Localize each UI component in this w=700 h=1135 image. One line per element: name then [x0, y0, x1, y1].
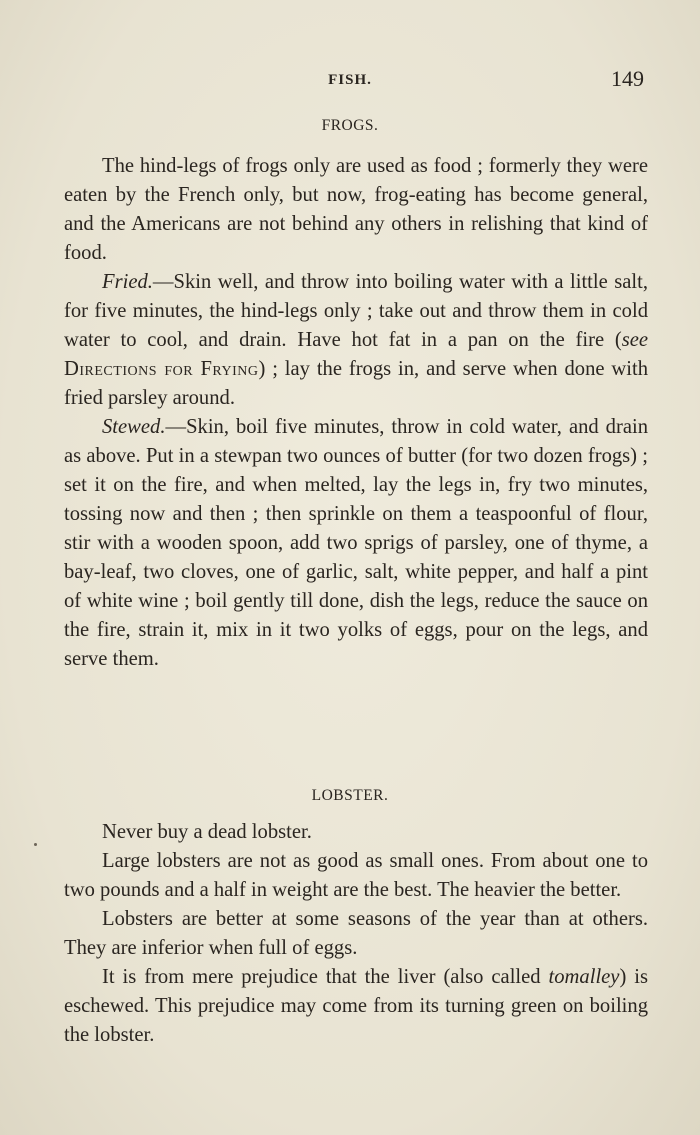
fried-cross-reference: Directions for Frying: [64, 358, 259, 380]
stewed-label: Stewed.: [102, 416, 166, 438]
frogs-fried-paragraph: [64, 268, 648, 413]
lobster-paragraph-3: Lobsters are better at some seasons of the year than at others. They are inferior when full of eggs.: [64, 908, 648, 959]
fried-label: Fried.: [102, 271, 153, 293]
running-head: [0, 64, 700, 94]
tomalley-term: tomalley: [548, 966, 620, 988]
frogs-stewed-paragraph: [64, 413, 648, 674]
lobster-p4-part-1: It is from mere prejudice that the liver (also called: [102, 966, 549, 988]
lobster-paragraph-4: [64, 963, 648, 1050]
frogs-section-text: [64, 152, 648, 674]
section-heading-frogs: FROGS.: [321, 117, 379, 134]
running-head-title: FISH.: [328, 72, 372, 88]
page-number: 149: [611, 66, 644, 91]
lobster-paragraph-2: Large lobsters are not as good as small ones. From about one to two pounds and a half in weight are the best. The heavier the better.: [64, 850, 648, 901]
section-heading-lobster: LOBSTER.: [311, 787, 389, 804]
print-speck: [34, 843, 37, 846]
lobster-section-text: [64, 818, 648, 1050]
fried-see-word: see: [621, 329, 648, 351]
fried-text-part-1: —Skin well, and throw into boiling water with a little salt, for five minutes, the hind-legs only ; take out and throw them in cold water to cool, and drain. Have hot fat in a pan on the fire (: [64, 271, 648, 351]
stewed-text: —Skin, boil five minutes, throw in cold water, and drain as above. Put in a stewpan two ounces of butter (for two dozen frogs) ; set it on the fire, and when melted, lay the legs in, fry two minutes, tossing now and then ; then sprinkle on them a teaspoonful of flour, stir with a wooden spoon, add two sprigs of parsley, one of thyme, a bay-leaf, two cloves, one of garlic, salt, white pepper, and half a pint of white wine ; boil gently till done, dish the legs, reduce the sauce on the fire, strain it, mix in it two yolks of eggs, pour on the legs, and serve them.: [64, 416, 648, 670]
lobster-p4-part-2: ) is eschewed. This prejudice may come from its turning green on boiling the lobster.: [64, 966, 648, 1046]
frogs-intro-paragraph: The hind-legs of frogs only are used as food ; formerly they were eaten by the French only, but now, frog-eating has become general, and the Americans are not behind any others in relishing that kind of food.: [64, 155, 648, 264]
lobster-paragraph-1: Never buy a dead lobster.: [102, 821, 312, 843]
fried-text-part-2: ) ; lay the frogs in, and serve when done with fried parsley around.: [64, 358, 648, 409]
